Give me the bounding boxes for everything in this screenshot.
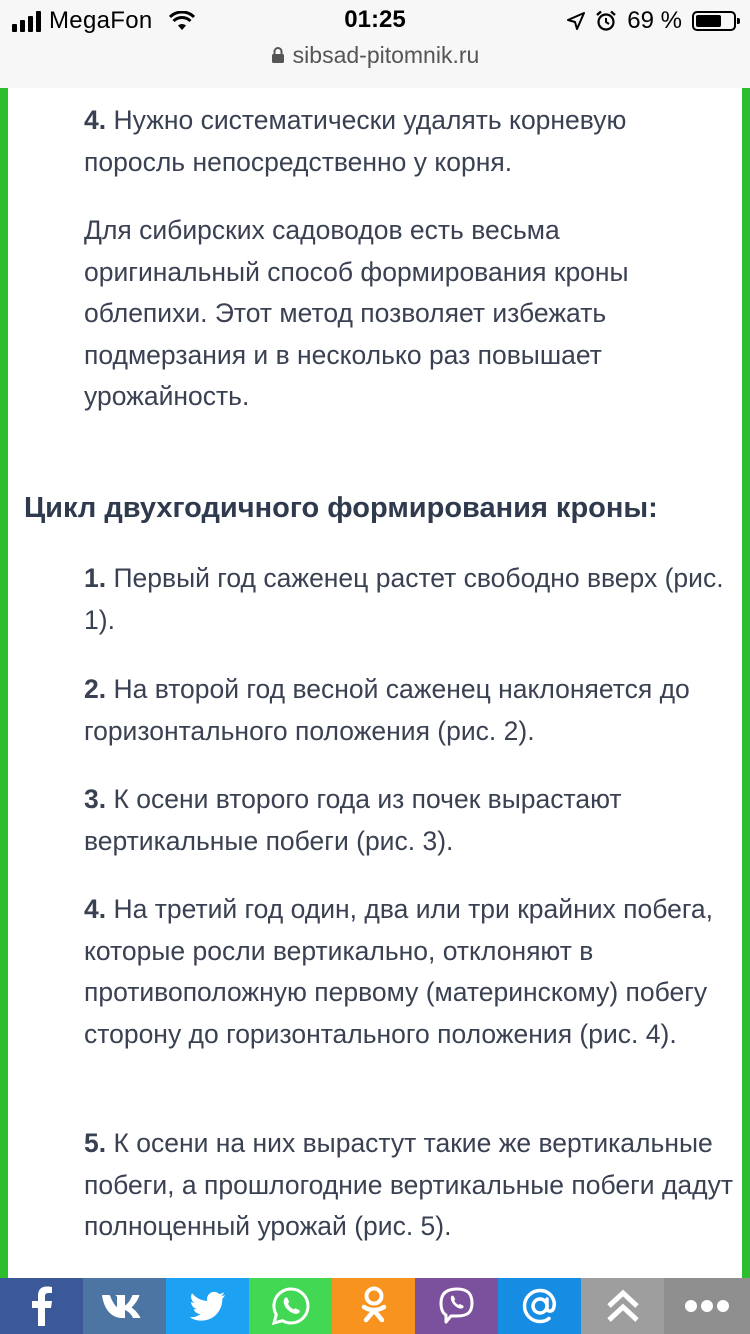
viber-icon — [437, 1286, 477, 1326]
list-text: К осени второго года из почек вырастают вертикальные побеги (рис. 3). — [84, 784, 622, 856]
url-text: sibsad-pitomnik.ru — [292, 41, 480, 68]
list-item — [84, 1123, 734, 1248]
share-vk-button[interactable] — [83, 1278, 166, 1334]
location-arrow-icon — [567, 12, 585, 30]
list-text: Первый год саженец растет свободно вверх (рис. 1). — [84, 563, 724, 635]
battery-percent: 69 % — [627, 7, 682, 34]
list-item — [84, 669, 734, 752]
more-icon — [684, 1299, 730, 1313]
list-item — [84, 100, 734, 183]
list-item — [84, 779, 734, 862]
share-facebook-button[interactable] — [0, 1278, 83, 1334]
list-text: Нужно систематически удалять корневую поросль непосредственно у корня. — [84, 105, 627, 177]
list-number: 5. — [84, 1128, 107, 1158]
section-heading: Цикл двухгодичного формирования кроны: — [24, 492, 658, 524]
list-text: К осени на них вырастут такие же вертикальные побеги, а прошлогодние вертикальные побеги дадут полноценный урожай (рис. 5). — [84, 1128, 733, 1241]
ok-icon — [359, 1286, 389, 1326]
page-border-left — [0, 88, 8, 1278]
list-number: 4. — [84, 894, 107, 924]
double-chevron-up-icon — [605, 1288, 641, 1324]
list-number: 4. — [84, 105, 107, 135]
list-number: 3. — [84, 784, 107, 814]
more-button[interactable] — [664, 1278, 750, 1334]
list-text: На третий год один, два или три крайних побега, которые росли вертикально, отклоняют в противоположную первому (материнскому) побегу сторону до горизонтального положения (рис. 4). — [84, 894, 714, 1049]
list-number: 1. — [84, 563, 107, 593]
list-number: 2. — [84, 674, 107, 704]
scroll-to-top-button[interactable] — [581, 1278, 664, 1334]
share-bar — [0, 1278, 750, 1334]
clock: 01:25 — [344, 6, 406, 33]
address-bar[interactable] — [0, 40, 750, 70]
lock-icon — [271, 46, 285, 64]
share-whatsapp-button[interactable] — [249, 1278, 332, 1334]
alarm-icon — [595, 10, 617, 32]
at-icon — [520, 1286, 560, 1326]
list-text: На второй год весной саженец наклоняется до горизонтального положения (рис. 2). — [84, 674, 690, 746]
list-item — [84, 889, 734, 1055]
article-content — [8, 88, 742, 1278]
vk-icon — [100, 1291, 150, 1321]
facebook-icon — [31, 1286, 53, 1326]
share-twitter-button[interactable] — [166, 1278, 249, 1334]
share-ok-button[interactable] — [332, 1278, 415, 1334]
share-viber-button[interactable] — [415, 1278, 498, 1334]
status-bar — [0, 0, 750, 88]
battery-icon — [692, 11, 736, 31]
share-mail-button[interactable] — [498, 1278, 581, 1334]
page-border-right — [742, 88, 750, 1278]
intro-paragraph: Для сибирских садоводов есть весьма оригинальный способ формирования кроны облепихи. Этот метод позволяет избежать подмерзания и в несколько раз повышает урожайность. — [84, 215, 629, 411]
twitter-icon — [190, 1291, 226, 1321]
whatsapp-icon — [271, 1286, 311, 1326]
list-item — [84, 558, 734, 641]
carrier-name: MegaFon — [49, 7, 153, 34]
status-right — [567, 6, 736, 36]
